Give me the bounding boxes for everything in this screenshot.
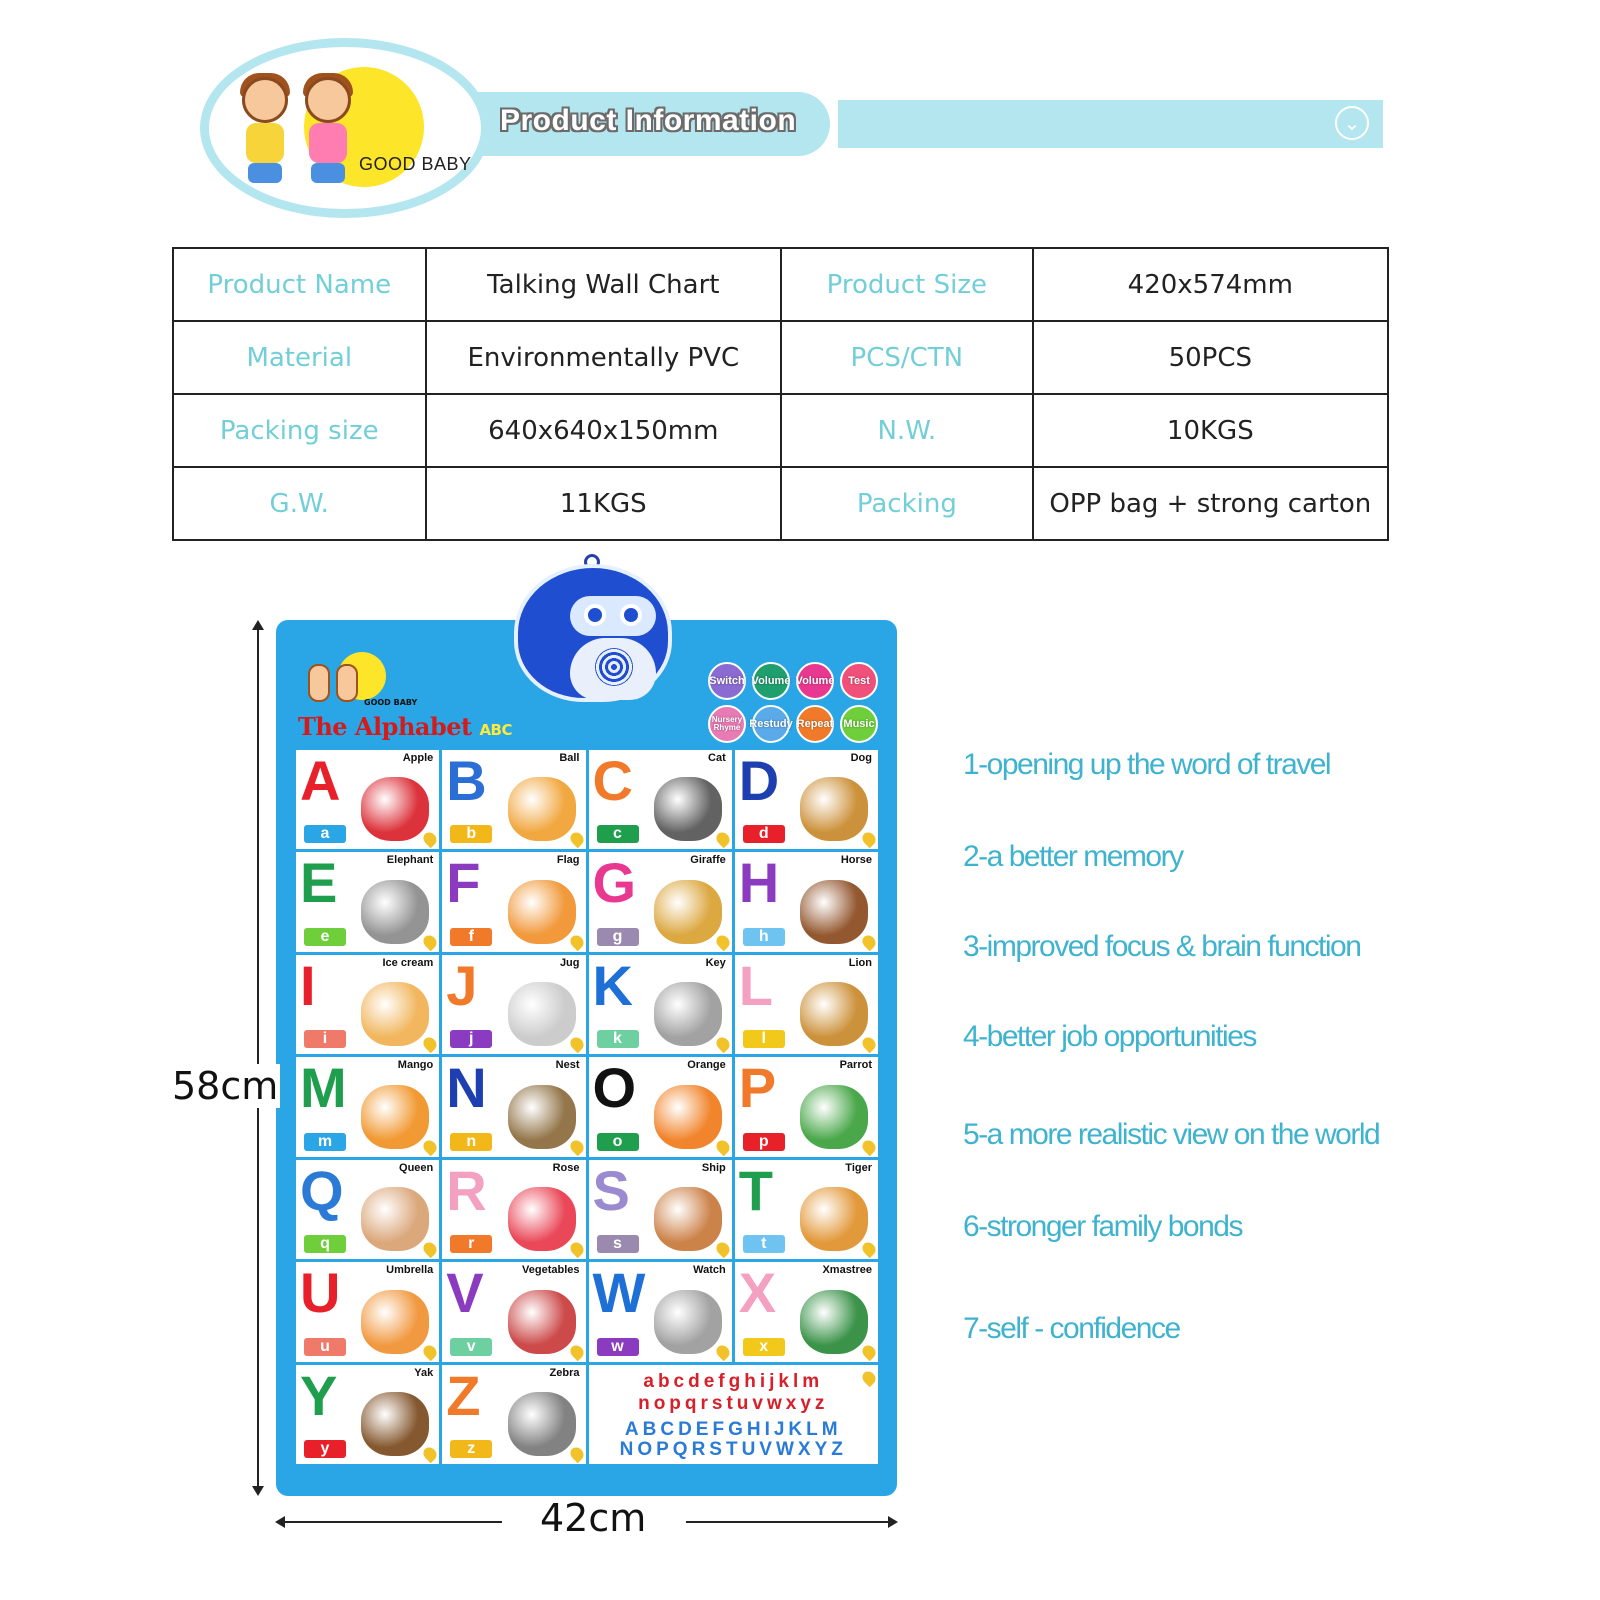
chart-button-volume[interactable]: Volume [796, 662, 834, 700]
yak-picture [361, 1392, 429, 1456]
word-label: Mango [397, 1059, 434, 1072]
touch-point-icon [567, 1445, 585, 1463]
letter-cell-e[interactable] [296, 852, 439, 951]
lowercase-letter-chip: b [450, 825, 492, 843]
word-label: Ship [701, 1161, 726, 1174]
uppercase-letter: A [300, 750, 341, 812]
benefit-item: 2-a better memory [963, 840, 1183, 873]
jug-picture [508, 982, 576, 1046]
touch-point-icon [860, 1035, 878, 1053]
chart-title-text: The Alphabet [298, 712, 472, 741]
spec-row [173, 248, 1388, 321]
touch-point-icon [860, 1342, 878, 1360]
word-label: Tiger [845, 1161, 872, 1174]
ship-picture [654, 1187, 722, 1251]
benefit-item: 1-opening up the word of travel [963, 748, 1331, 781]
touch-point-icon [567, 933, 585, 951]
word-label: Cat [708, 752, 726, 764]
arrow-right-icon [888, 1516, 898, 1528]
uppercase-letter: F [446, 852, 481, 915]
horse-picture [800, 880, 868, 944]
uppercase-letter: M [300, 1057, 347, 1120]
word-label: Giraffe [690, 854, 726, 867]
lowercase-letter-chip: f [450, 928, 492, 946]
section-title-pill [460, 92, 830, 156]
elephant-picture [361, 880, 429, 944]
word-label: Key [705, 956, 726, 969]
lowercase-letter-chip: e [304, 928, 346, 946]
word-label: Jug [559, 956, 580, 969]
touch-point-icon [567, 1035, 585, 1053]
nest-picture [508, 1085, 576, 1149]
spec-value: Talking Wall Chart [426, 248, 782, 321]
mango-picture [361, 1085, 429, 1149]
lowercase-letter-chip: q [304, 1235, 346, 1253]
touch-point-icon [860, 1240, 878, 1258]
word-label: Rose [552, 1161, 580, 1174]
spec-key: Packing [781, 467, 1033, 540]
vegetables-picture [508, 1290, 576, 1354]
uppercase-letter: I [300, 954, 316, 1017]
penguin-speaker-mascot [498, 560, 688, 710]
letter-cell-x[interactable] [735, 1262, 878, 1361]
letter-cell-f[interactable] [442, 852, 585, 951]
section-title-bar [838, 100, 1383, 148]
touch-point-icon [567, 1342, 585, 1360]
spec-row [173, 321, 1388, 394]
lowercase-letter-chip: d [743, 825, 785, 843]
letter-cell-b[interactable] [442, 750, 585, 849]
uppercase-letter: D [738, 750, 780, 812]
lowercase-letter-chip: j [450, 1030, 492, 1048]
letter-cell-t[interactable] [735, 1160, 878, 1259]
parrot-picture [800, 1085, 868, 1149]
watch-picture [654, 1290, 722, 1354]
lion-picture [800, 982, 868, 1046]
touch-point-icon [714, 1342, 732, 1360]
queen-picture [361, 1187, 429, 1251]
uppercase-letter: P [738, 1057, 777, 1120]
uppercase-letter: H [738, 852, 780, 915]
zebra-picture [508, 1392, 576, 1456]
speaker-grille-icon [595, 648, 633, 686]
touch-point-icon [421, 1342, 439, 1360]
uppercase-letter: E [300, 852, 338, 915]
lowercase-letter-chip: l [743, 1030, 785, 1048]
word-label: Elephant [386, 854, 434, 867]
logo-girl-figure [234, 77, 294, 187]
touch-point-icon [567, 1240, 585, 1258]
lowercase-letter-chip: r [450, 1235, 492, 1253]
width-dimension-label: 42cm [540, 1496, 647, 1540]
chart-button-row-bottom [708, 705, 878, 743]
lowercase-letter-chip: k [597, 1030, 639, 1048]
uppercase-letter: Q [300, 1159, 344, 1222]
word-label: Apple [402, 752, 434, 764]
uppercase-letter: C [592, 750, 633, 812]
uppercase-letter: L [738, 954, 773, 1017]
lowercase-letter-chip: h [743, 928, 785, 946]
spec-key: Product Size [781, 248, 1033, 321]
word-label: Umbrella [386, 1264, 434, 1277]
touch-point-icon [421, 1240, 439, 1258]
lowercase-letter-chip: w [597, 1338, 639, 1356]
chart-button-switch[interactable]: Switch [708, 662, 746, 700]
rose-picture [508, 1187, 576, 1251]
spec-value: 640x640x150mm [426, 394, 782, 467]
spec-key: Product Name [173, 248, 426, 321]
touch-point-icon [860, 933, 878, 951]
word-label: Yak [414, 1366, 434, 1379]
apple-picture [361, 777, 429, 841]
letter-cell-j[interactable] [442, 955, 585, 1054]
lowercase-letter-chip: m [304, 1133, 346, 1151]
cat-picture [654, 777, 722, 841]
uppercase-letter: J [446, 954, 478, 1017]
lowercase-letter-chip: c [597, 825, 639, 843]
benefit-item: 7-self - confidence [963, 1312, 1180, 1345]
word-label: Watch [693, 1264, 726, 1277]
word-label: Xmastree [822, 1264, 872, 1277]
lowercase-letter-chip: o [597, 1133, 639, 1151]
spec-key: PCS/CTN [781, 321, 1033, 394]
word-label: Orange [687, 1059, 726, 1072]
letter-cell-d[interactable] [735, 750, 878, 849]
chart-button-volume[interactable]: Volume [752, 662, 790, 700]
chevron-down-circle-icon[interactable]: ⌄ [1335, 106, 1369, 140]
benefit-item: 4-better job opportunities [963, 1020, 1256, 1053]
letter-cell-a[interactable] [296, 750, 439, 849]
spec-value: 420x574mm [1033, 248, 1388, 321]
letter-cell-k[interactable] [589, 955, 732, 1054]
letter-cell-p[interactable] [735, 1057, 878, 1156]
lowercase-letter-chip: x [743, 1338, 785, 1356]
chart-button-nursery-rhyme[interactable]: Nursery Rhyme [708, 705, 746, 743]
uppercase-letter: N [446, 1057, 487, 1120]
brand-logo [200, 38, 490, 218]
key-picture [654, 982, 722, 1046]
touch-point-icon [421, 1035, 439, 1053]
spec-value: OPP bag + strong carton [1033, 467, 1388, 540]
product-spec-table [172, 247, 1389, 541]
section-title: Product Information [500, 104, 797, 137]
lowercase-letter-chip: u [304, 1338, 346, 1356]
alphabet-wall-chart [276, 620, 897, 1496]
letter-cell-y[interactable] [296, 1365, 439, 1464]
letter-cell-l[interactable] [735, 955, 878, 1054]
letter-cell-o[interactable] [589, 1057, 732, 1156]
uppercase-letter: B [446, 750, 487, 812]
ice-cream-picture [361, 982, 429, 1046]
touch-point-icon [714, 1240, 732, 1258]
letter-cell-w[interactable] [589, 1262, 732, 1361]
word-label: Lion [848, 956, 872, 969]
letter-cell-s[interactable] [589, 1160, 732, 1259]
logo-boy-figure [297, 77, 357, 187]
spec-value: 50PCS [1033, 321, 1388, 394]
letter-cell-u[interactable] [296, 1262, 439, 1361]
lowercase-letter-chip: y [304, 1440, 346, 1458]
lowercase-letter-chip: z [450, 1440, 492, 1458]
benefit-item: 3-improved focus & brain function [963, 930, 1361, 963]
ball-picture [508, 777, 576, 841]
letter-cell-c[interactable] [589, 750, 732, 849]
chart-button-row-top [708, 662, 878, 700]
letter-cell-m[interactable] [296, 1057, 439, 1156]
touch-point-icon [421, 1445, 439, 1463]
spec-key: Material [173, 321, 426, 394]
lowercase-letter-chip: v [450, 1338, 492, 1356]
spec-key: Packing size [173, 394, 426, 467]
width-dimension-line-right [686, 1521, 896, 1523]
letter-cell-z[interactable] [442, 1365, 585, 1464]
word-label: Ball [559, 752, 580, 764]
chart-button-repeat[interactable]: Repeat [796, 705, 834, 743]
logo-text: GOOD BABY [359, 154, 472, 174]
touch-point-icon [421, 1138, 439, 1156]
lowercase-letter-chip: p [743, 1133, 785, 1151]
spec-value: 10KGS [1033, 394, 1388, 467]
giraffe-picture [654, 880, 722, 944]
chart-logo-text: GOOD BABY [364, 698, 418, 707]
xmastree-picture [800, 1290, 868, 1354]
lowercase-letter-chip: g [597, 928, 639, 946]
chart-title-abc: ABC [479, 721, 513, 739]
height-dimension-label: 58cm [172, 1064, 279, 1108]
letter-cell-i[interactable] [296, 955, 439, 1054]
uppercase-letter: W [592, 1262, 646, 1325]
lowercase-alphabet-line-2: nopqrstuvwxyz [638, 1392, 829, 1414]
flag-picture [508, 880, 576, 944]
spec-key: G.W. [173, 467, 426, 540]
arrow-left-icon [275, 1516, 285, 1528]
word-label: Parrot [839, 1059, 872, 1072]
letter-cell-h[interactable] [735, 852, 878, 951]
word-label: Zebra [549, 1366, 580, 1379]
spec-value: Environmentally PVC [426, 321, 782, 394]
letter-cell-g[interactable] [589, 852, 732, 951]
umbrella-picture [361, 1290, 429, 1354]
width-dimension-line-left [278, 1521, 502, 1523]
letter-cell-r[interactable] [442, 1160, 585, 1259]
orange-picture [654, 1085, 722, 1149]
touch-point-icon [421, 830, 439, 848]
touch-point-icon [567, 830, 585, 848]
touch-point-icon [714, 1035, 732, 1053]
touch-point-icon [714, 1138, 732, 1156]
word-label: Queen [399, 1161, 434, 1174]
word-label: Nest [555, 1059, 580, 1072]
lowercase-letter-chip: s [597, 1235, 639, 1253]
tiger-picture [800, 1187, 868, 1251]
word-label: Vegetables [522, 1264, 580, 1277]
touch-point-icon [714, 933, 732, 951]
uppercase-letter: U [300, 1262, 341, 1325]
uppercase-letter: S [592, 1159, 630, 1222]
uppercase-letter: Y [300, 1364, 338, 1427]
benefit-item: 6-stronger family bonds [963, 1210, 1242, 1243]
uppercase-letter: G [592, 852, 637, 915]
spec-value: 11KGS [426, 467, 782, 540]
word-label: Dog [850, 752, 872, 764]
touch-point-icon [860, 1138, 878, 1156]
uppercase-letter: Z [446, 1364, 481, 1427]
word-label: Horse [840, 854, 872, 867]
chart-button-music[interactable]: Music [840, 705, 878, 743]
alphabet-summary-cell[interactable] [589, 1365, 879, 1464]
letter-grid [296, 750, 878, 1464]
spec-key: N.W. [781, 394, 1033, 467]
touch-point-icon [714, 830, 732, 848]
letter-cell-v[interactable] [442, 1262, 585, 1361]
chart-button-restudy[interactable]: Restudy [752, 705, 790, 743]
chart-title [298, 712, 512, 741]
word-label: Flag [556, 854, 580, 867]
benefit-item: 5-a more realistic view on the world [963, 1118, 1380, 1151]
lowercase-alphabet-line-1: abcdefghijklm [643, 1370, 824, 1392]
letter-cell-q[interactable] [296, 1160, 439, 1259]
height-dimension-line [257, 622, 259, 1494]
uppercase-letter: X [738, 1262, 777, 1325]
uppercase-letter: T [738, 1159, 773, 1222]
lowercase-letter-chip: t [743, 1235, 785, 1253]
uppercase-letter: V [446, 1262, 484, 1325]
spec-row [173, 394, 1388, 467]
letter-cell-n[interactable] [442, 1057, 585, 1156]
chart-button-test[interactable]: Test [840, 662, 878, 700]
touch-point-icon [860, 830, 878, 848]
word-label: Ice cream [382, 956, 434, 969]
uppercase-letter: O [592, 1057, 637, 1120]
uppercase-alphabet-line-2: NOPQRSTUVWXYZ [619, 1438, 847, 1460]
dog-picture [800, 777, 868, 841]
touch-point-icon [567, 1138, 585, 1156]
uppercase-letter: K [592, 954, 633, 1017]
spec-row [173, 467, 1388, 540]
lowercase-letter-chip: i [304, 1030, 346, 1048]
lowercase-letter-chip: a [304, 825, 346, 843]
uppercase-alphabet-line-1: ABCDEFGHIJKLM [624, 1418, 842, 1440]
touch-point-icon [421, 933, 439, 951]
lowercase-letter-chip: n [450, 1133, 492, 1151]
uppercase-letter: R [446, 1159, 487, 1222]
